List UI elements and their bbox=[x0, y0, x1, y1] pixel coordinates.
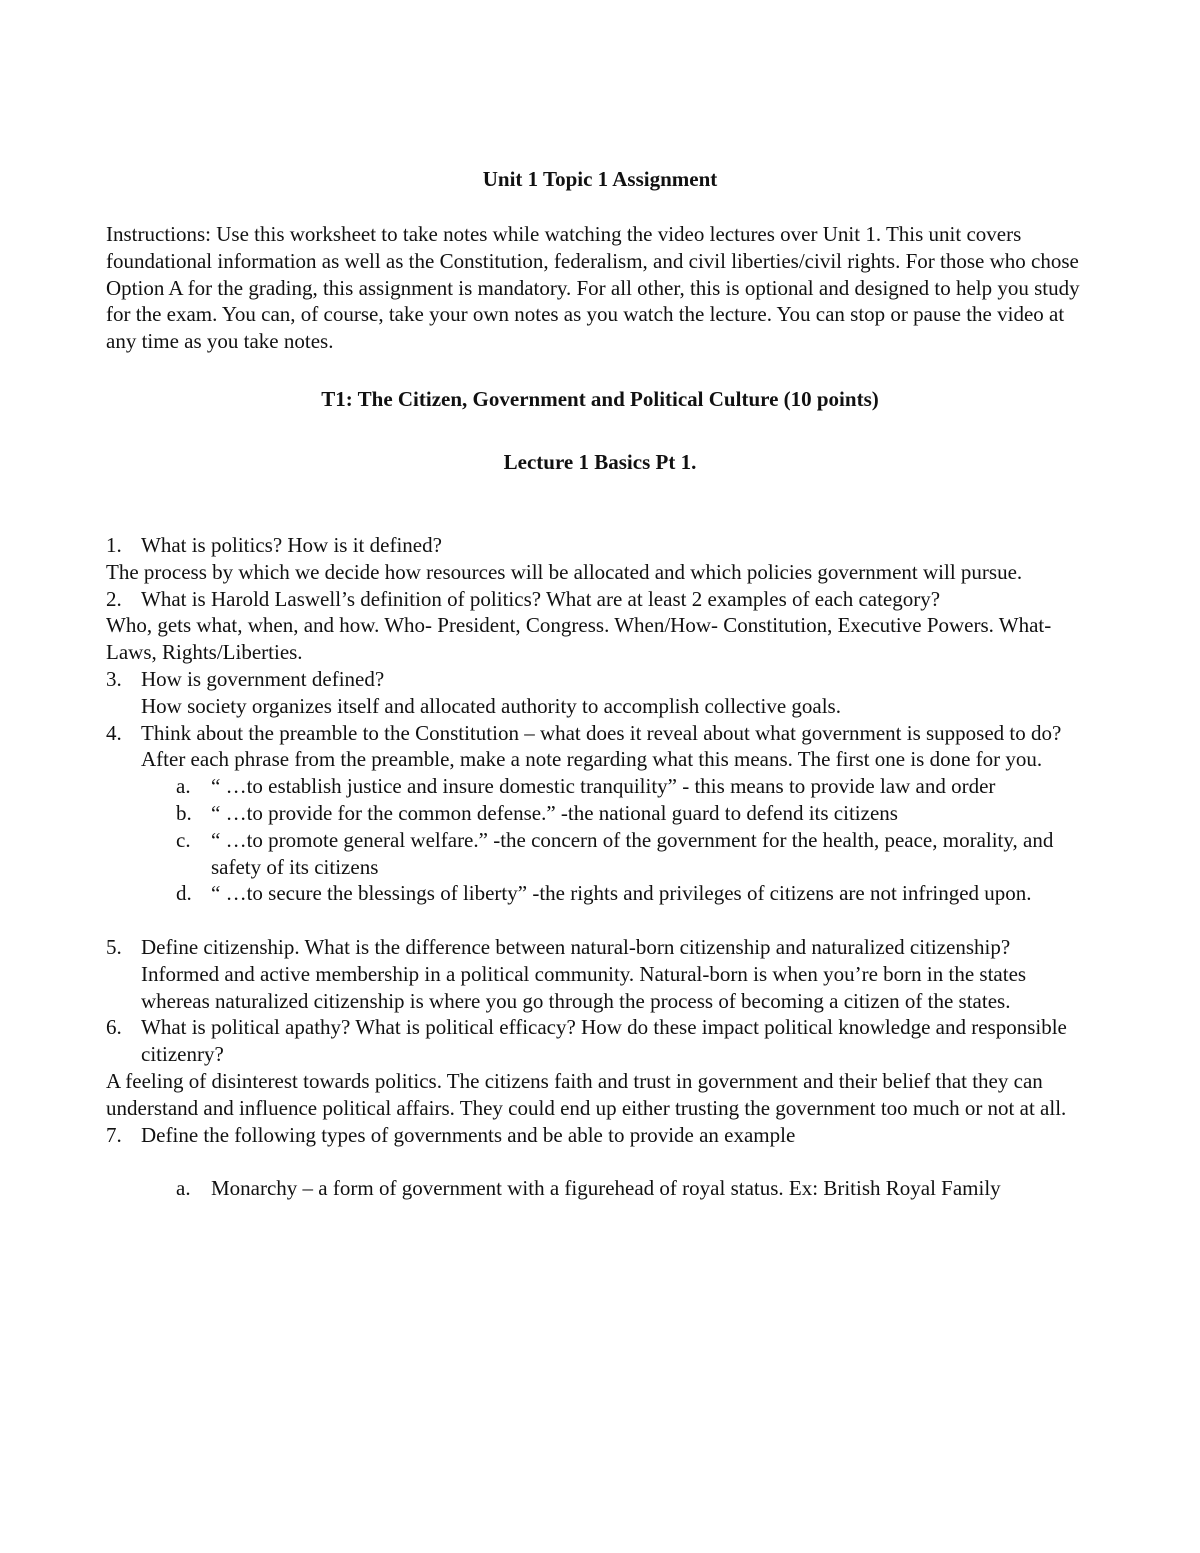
sub-item-letter: a. bbox=[176, 774, 191, 799]
question-text: Define the following types of governments and be able to provide an example bbox=[141, 1122, 796, 1147]
question-number: 1. bbox=[106, 533, 122, 557]
answer-text: Informed and active membership in a political community. Natural-born is when you’re born in the states whereas naturalized citizenship is where you go through the process of becoming a citizen of the states. bbox=[141, 961, 1027, 1013]
sub-item bbox=[106, 800, 1096, 827]
sub-item-text: Monarchy – a form of government with a figurehead of royal status. Ex: British Royal Family bbox=[211, 1176, 1001, 1201]
sub-item bbox=[106, 773, 1096, 800]
answer-text: A feeling of disinterest towards politics. The citizens faith and trust in government and their belief that they can understand and influence political affairs. They could end up either trusting the government too much or not at all. bbox=[106, 1068, 1067, 1120]
question-number: 7. bbox=[106, 1122, 122, 1147]
question-item bbox=[106, 1014, 1096, 1068]
question-text: What is political apathy? What is political efficacy? How do these impact political knowledge and responsible citizenry? bbox=[141, 1015, 1067, 1067]
sub-item-letter: b. bbox=[176, 800, 192, 825]
sub-item-text: “ …to provide for the common defense.” -the national guard to defend its citizens bbox=[211, 800, 898, 825]
question-text: Think about the preamble to the Constitution – what does it reveal about what government is supposed to do? After each phrase from the preamble, make a note regarding what this means. The first one is done for you. bbox=[141, 720, 1062, 772]
blank-line bbox=[106, 1148, 1096, 1175]
sub-item bbox=[106, 827, 1096, 881]
answer-text: Who, gets what, when, and how. Who- President, Congress. When/How- Constitution, Executive Powers. What- Laws, Rights/Liberties. bbox=[106, 613, 1052, 665]
question-text: How is government defined? bbox=[141, 666, 385, 691]
answer-text: The process by which we decide how resources will be allocated and which policies government will pursue. bbox=[106, 559, 1023, 584]
sub-item-text: “ …to secure the blessings of liberty” -the rights and privileges of citizens are not infringed upon. bbox=[211, 881, 1032, 906]
sub-item bbox=[106, 880, 1096, 907]
question-list bbox=[106, 532, 1096, 1202]
question-text: Define citizenship. What is the difference between natural-born citizenship and naturalized citizenship? bbox=[141, 934, 1011, 959]
question-item bbox=[106, 666, 1096, 693]
sub-item-text: “ …to promote general welfare.” -the concern of the government for the health, peace, morality, and safety of its citizens bbox=[211, 827, 1054, 879]
question-item bbox=[106, 532, 1096, 559]
question-item bbox=[106, 1122, 1096, 1149]
question-item bbox=[106, 720, 1096, 774]
question-text: What is politics? How is it defined? bbox=[141, 533, 442, 557]
sub-item-text: “ …to establish justice and insure domestic tranquility” - this means to provide law and order bbox=[211, 774, 996, 799]
blank-line bbox=[106, 907, 1096, 934]
question-number: 4. bbox=[106, 720, 122, 745]
question-item bbox=[106, 934, 1096, 961]
sub-item-letter: a. bbox=[176, 1176, 191, 1201]
page-title: Unit 1 Topic 1 Assignment bbox=[482, 167, 718, 191]
answer-text: How society organizes itself and allocated authority to accomplish collective goals. bbox=[141, 693, 841, 718]
sub-item-letter: d. bbox=[176, 881, 192, 906]
lecture-title: Lecture 1 Basics Pt 1. bbox=[503, 450, 697, 474]
question-number: 5. bbox=[106, 934, 122, 959]
question-text: What is Harold Laswell’s definition of politics? What are at least 2 examples of each category? bbox=[141, 586, 941, 611]
sub-item-letter: c. bbox=[176, 827, 191, 852]
question-number: 6. bbox=[106, 1015, 122, 1040]
instructions-paragraph: Instructions: Use this worksheet to take notes while watching the video lectures over Unit 1. This unit covers foundational information as well as the Constitution, federalism, and civil liberties/civil rights. For those who chose Option A for the grading, this assignment is mandatory. For all other, this is optional and designed to help you study for the exam. You can, of course, take your own notes as you watch the lecture. You can stop or pause the video at any time as you take notes. bbox=[106, 222, 1080, 354]
question-number: 2. bbox=[106, 586, 122, 611]
question-number: 3. bbox=[106, 666, 122, 691]
section-title: T1: The Citizen, Government and Political Culture (10 points) bbox=[321, 387, 879, 411]
question-item bbox=[106, 586, 1096, 613]
sub-item bbox=[106, 1175, 1096, 1202]
